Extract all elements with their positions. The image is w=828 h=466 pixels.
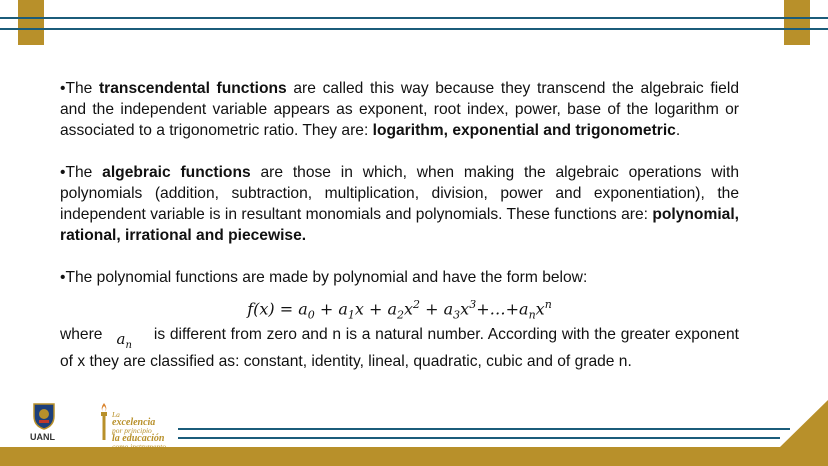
lema-text: La excelencia por principio la educación como instrumento [112, 410, 166, 451]
top-right-gold-bar [784, 0, 810, 45]
torch-icon [98, 402, 110, 442]
paragraph-algebraic: •The algebraic functions are those in which, when making the algebraic operations with polynomials (addition, subtraction, multiplication, division, power and exponentiation), the independent variable is in resultant monomials and polynomials. These functions are: polynomial, rational, irrational and piecewise. [60, 164, 739, 244]
uanl-logo-text: UANL [30, 432, 55, 442]
term-algebraic: algebraic functions [102, 164, 251, 181]
top-left-gold-bar [18, 0, 44, 45]
paragraph-transcendental: •The transcendental functions are called this way because they transcend the algebraic field and the independent variable appears as exponent, root index, power, base of the logarithm or associated to a trigonometric ratio. They are: logarithm, exponential and trigonometric. [60, 80, 739, 139]
top-line-upper [0, 17, 828, 19]
polynomial-formula: $f(x) = a_0 + a_1x + a_2x^2$ + $a_3x^3+\dots+a_nx^n$ [247, 298, 552, 322]
an-symbol: $a_n$ [116, 330, 132, 351]
bottom-line-lower [178, 437, 780, 439]
paragraph-polynomial: •The polynomial functions are made by polynomial and have the form below: [60, 269, 588, 286]
list-transcendental: logarithm, exponential and trigonometric [372, 122, 676, 139]
term-transcendental: transcendental functions [98, 80, 287, 97]
slide-body [60, 78, 739, 372]
top-line-lower [0, 28, 828, 30]
bottom-line-upper [178, 428, 790, 430]
list-algebraic: polynomial, rational, irrational and piecewise. [60, 206, 739, 244]
uanl-shield-icon [32, 402, 56, 430]
bottom-right-gold-triangle [780, 400, 828, 447]
paragraph-where: where $a_nis$ different from zero and n is a natural number. According with the greater exponent of x they are classified as: constant, identity, lineal, quadratic, cubic and of grade n. [60, 326, 739, 370]
